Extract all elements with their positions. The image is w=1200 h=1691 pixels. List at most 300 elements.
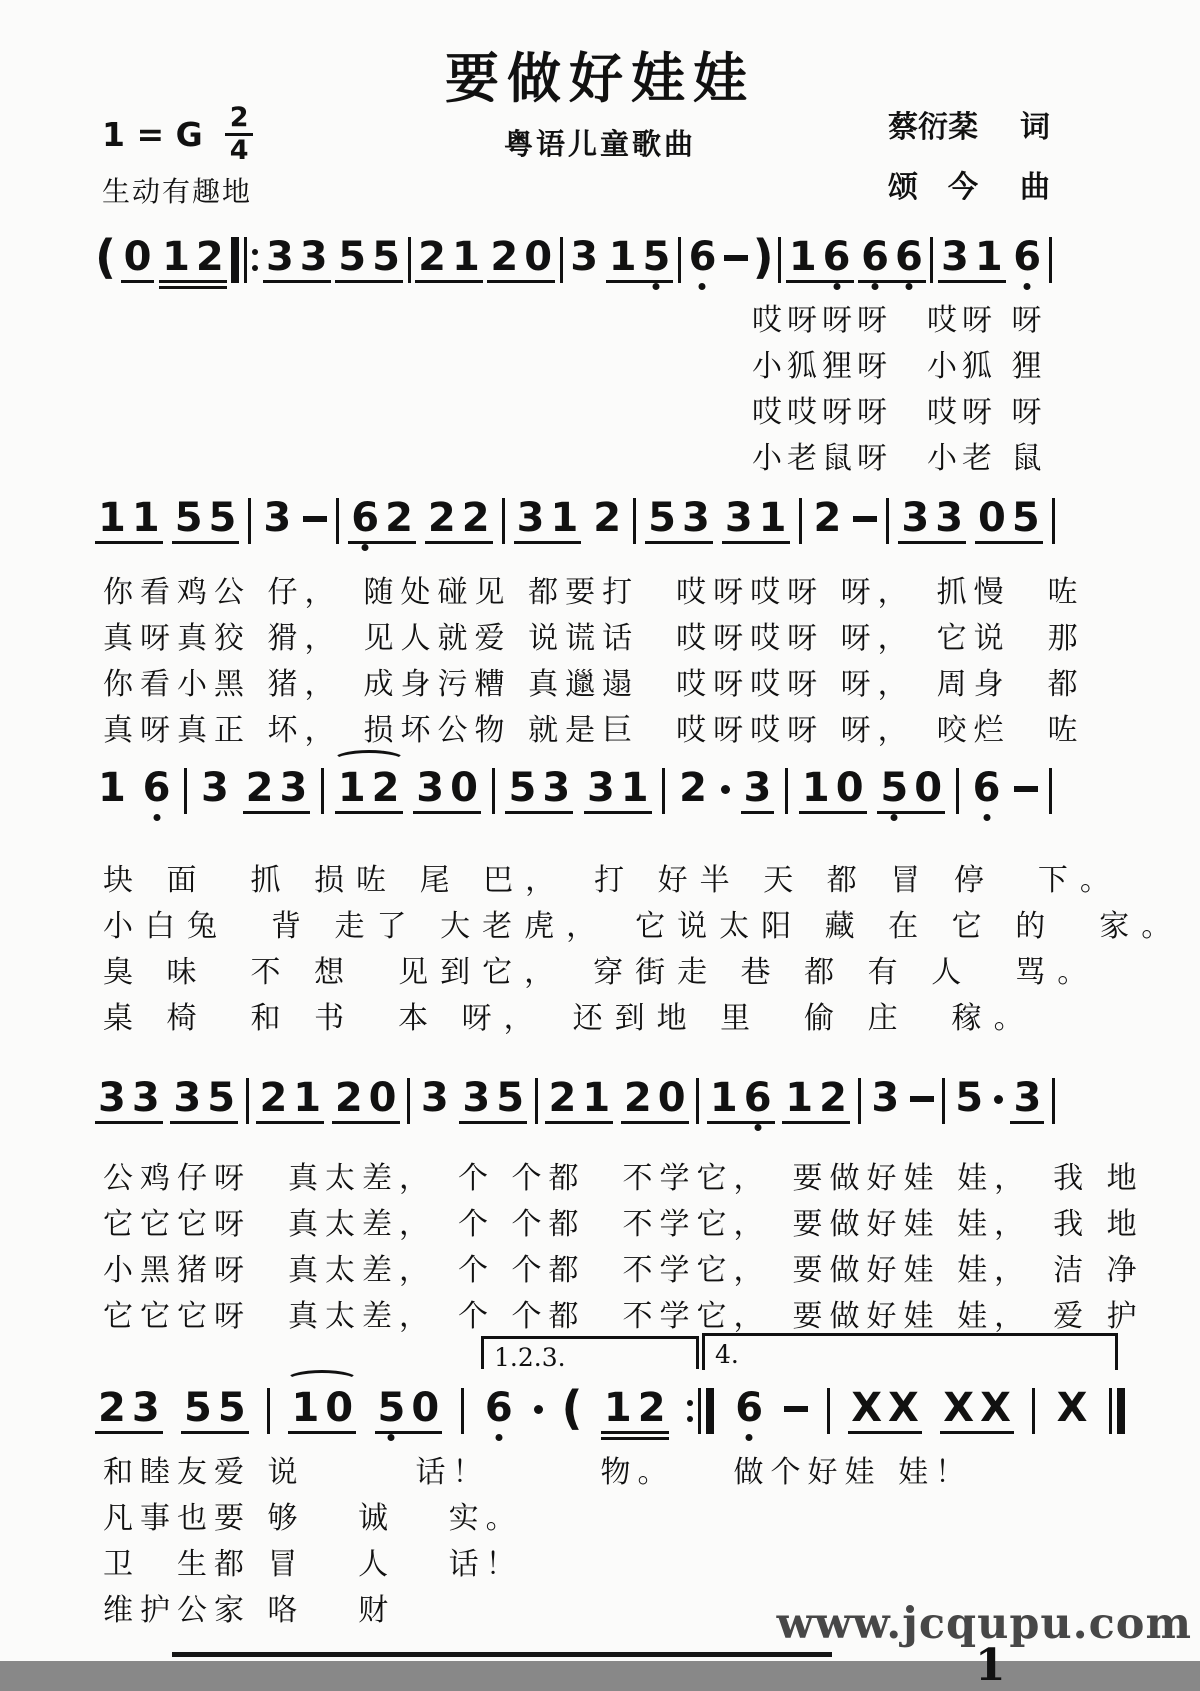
note-digit: 2	[593, 495, 622, 541]
bar-stroke	[535, 1078, 538, 1124]
note-digit: 1	[293, 1075, 322, 1121]
bar-stroke	[502, 498, 505, 544]
note-digit: 2	[637, 1385, 666, 1431]
beam-underline	[332, 1075, 400, 1124]
note-group	[584, 765, 652, 814]
note-digit: 3	[279, 765, 308, 811]
note-digit: 2	[548, 1075, 577, 1121]
octave-dot	[746, 1434, 753, 1441]
note-digit: 1	[337, 765, 366, 811]
barline	[267, 1388, 270, 1434]
note-digit: 3	[263, 495, 292, 541]
octave-dot	[388, 1434, 395, 1441]
bar-stroke	[267, 1388, 270, 1434]
time-signature	[225, 104, 254, 164]
tempo-marking: 生动有趣地	[102, 175, 253, 208]
octave-dot	[1024, 283, 1031, 290]
note-digit: 5	[1011, 495, 1040, 541]
barline	[930, 237, 933, 283]
music-text: (	[561, 1381, 583, 1435]
music-line-5	[95, 1381, 1125, 1440]
note	[811, 495, 845, 541]
note-digit: 3	[299, 234, 328, 280]
lyric-row: 小狐狸呀 小狐 狸	[752, 349, 1047, 384]
note-digit: 0	[978, 495, 1006, 541]
note-group	[95, 1385, 163, 1434]
bar-stroke	[1052, 498, 1055, 544]
barline	[407, 1078, 410, 1124]
volta-label-123: 1.2.3.	[494, 1343, 566, 1372]
beam-underline	[415, 234, 483, 283]
beam-underline	[288, 1385, 356, 1434]
note-digit: 1	[98, 495, 126, 541]
bar-stroke	[799, 498, 802, 544]
note-digit: X	[888, 1385, 919, 1431]
note-digit: 1	[451, 234, 480, 280]
note-digit: 6	[892, 237, 926, 277]
beam-underline	[848, 1385, 922, 1434]
bar-stroke	[886, 498, 889, 544]
song-subtitle: 粤语儿童歌曲	[503, 127, 696, 161]
note-group	[425, 495, 493, 544]
beam-underline	[940, 1385, 1014, 1434]
barline	[560, 237, 563, 283]
note	[952, 1075, 986, 1121]
lyrics-block-1	[752, 298, 1047, 482]
lyricist-credit	[888, 102, 1050, 146]
note-digit: X	[980, 1385, 1011, 1431]
lyric-row: 桌 椅 和 书 本 呀， 还到地 里 偷 庄 稼。	[103, 1001, 1036, 1036]
duration-dash	[784, 1406, 808, 1412]
note-group	[95, 1075, 163, 1124]
beam-underline	[425, 495, 493, 544]
note-digit: 2	[813, 495, 842, 541]
bar-stroke	[706, 1388, 714, 1434]
note	[198, 765, 232, 811]
note-digit: 3	[1013, 1075, 1042, 1121]
barline	[246, 1078, 249, 1124]
note-digit: 5	[174, 495, 203, 541]
note-group	[741, 765, 775, 814]
beam-underline	[487, 234, 555, 283]
note-digit: 6	[741, 1078, 775, 1118]
note-digit: 5	[496, 1075, 525, 1121]
bar-stroke	[696, 1078, 699, 1124]
beam-underline	[181, 1385, 249, 1434]
note-digit: 0	[657, 1075, 686, 1121]
octave-dot	[362, 544, 369, 551]
bar-stroke	[407, 1078, 410, 1124]
lyric-row: 小黑猪呀 真太差， 个 个都 不学它， 要做好娃 娃， 洁 净	[103, 1253, 1144, 1288]
note-digit: X	[1056, 1385, 1088, 1431]
barline	[696, 1078, 699, 1124]
note-group	[606, 234, 674, 283]
barline	[408, 237, 411, 283]
note-digit: 1	[785, 1075, 814, 1121]
beam-underline	[95, 495, 163, 544]
augmentation-dot	[534, 1405, 543, 1414]
note-group	[459, 1075, 527, 1124]
note-group	[375, 1385, 443, 1434]
lyric-row: 真呀真正 坏， 损坏公物 就是巨 哎呀哎呀 呀， 咬烂 咗	[103, 713, 1085, 748]
note	[590, 495, 624, 541]
lyric-row: 和睦友爱 说 话！ 物。 做个好娃 娃！	[103, 1455, 973, 1490]
note-digit: 2	[623, 1075, 652, 1121]
bar-stroke	[1117, 1388, 1125, 1434]
beam-underline	[601, 1385, 669, 1434]
lyric-row: 你看鸡公 仔， 随处碰见 都要打 哎呀哎呀 呀， 抓慢 咗	[103, 575, 1085, 610]
lyric-row: 哎哎呀呀 哎呀 呀	[752, 395, 1047, 430]
note-group	[621, 1075, 689, 1124]
barline	[1052, 1078, 1055, 1124]
note-group	[940, 1385, 1014, 1434]
note-group	[799, 765, 867, 814]
barline	[942, 1078, 945, 1124]
octave-dot	[833, 283, 840, 290]
bar-stroke	[408, 237, 411, 283]
time-signature-denominator: 4	[229, 134, 249, 166]
beam-underline	[707, 1075, 775, 1124]
beam-underline	[335, 234, 403, 283]
note-digit: 5	[184, 1385, 212, 1431]
beam-underline	[263, 234, 331, 283]
note-digit: 3	[681, 495, 710, 541]
octave-dot	[872, 283, 879, 290]
lyrics-block-3	[103, 858, 1183, 1042]
bar-stroke	[1032, 1388, 1035, 1434]
lyric-row: 凡事也要 够 诚 实。	[103, 1501, 523, 1536]
music-line-1	[95, 230, 1052, 289]
note-group	[505, 765, 573, 814]
octave-dot	[153, 814, 160, 821]
beam-underline	[722, 495, 790, 544]
note	[260, 495, 294, 541]
octave-dot	[495, 1434, 502, 1441]
barline	[1032, 1388, 1035, 1434]
music-text: (	[95, 230, 117, 284]
note-group	[121, 234, 155, 283]
note-digit: 2	[195, 234, 224, 280]
beam-underline	[606, 234, 674, 283]
barline	[502, 498, 505, 544]
note-digit: 1	[603, 1385, 632, 1431]
beam-underline	[95, 1385, 163, 1434]
note-digit: 5	[648, 495, 676, 541]
note	[140, 765, 174, 811]
note-digit: 1	[620, 765, 649, 811]
note-digit: X	[851, 1385, 883, 1431]
note-digit: 2	[98, 1385, 126, 1431]
barline	[1109, 1388, 1125, 1434]
note	[95, 765, 129, 811]
note-group	[415, 234, 483, 283]
barline	[336, 498, 339, 544]
beam-underline	[159, 234, 227, 289]
composer-name: 颂 今	[888, 170, 978, 205]
barline	[248, 498, 251, 544]
barline	[687, 1388, 714, 1434]
beam-underline	[505, 765, 573, 814]
note-digit: 0	[835, 765, 864, 811]
note-digit: 3	[901, 495, 930, 541]
note-digit: 3	[420, 1075, 449, 1121]
lyric-row: 你看小黑 猪， 成身污糟 真邋遢 哎呀哎呀 呀， 周身 都	[103, 667, 1085, 702]
note-digit: 3	[570, 234, 599, 280]
lyric-row: 小白兔 背 走了 大老虎， 它说太阳 藏 在 它 的 家。	[103, 909, 1184, 944]
music-text: )	[752, 230, 774, 284]
beam-underline	[243, 765, 311, 814]
note-group	[348, 495, 416, 544]
watermark-url: www.jcqupu.com	[776, 1599, 1192, 1649]
augmentation-dot	[994, 1095, 1003, 1104]
note-digit: 0	[411, 1385, 440, 1431]
bar-stroke	[560, 237, 563, 283]
note-group	[159, 234, 227, 289]
beam-underline	[545, 1075, 613, 1124]
note-group	[877, 765, 945, 814]
note-digit: 2	[371, 765, 400, 811]
beam-underline	[413, 765, 481, 814]
note-digit: 0	[123, 234, 152, 280]
note-digit: 1	[974, 234, 1003, 280]
barline	[1052, 498, 1055, 544]
bar-stroke	[1109, 1388, 1112, 1434]
note-digit: 2	[259, 1075, 288, 1121]
lyric-row: 公鸡仔呀 真太差， 个 个都 不学它， 要做好娃 娃， 我 地	[103, 1161, 1144, 1196]
barline	[1049, 237, 1052, 283]
note-group	[782, 1075, 850, 1124]
repeat-dots	[687, 1400, 693, 1422]
song-title: 要做好娃娃	[445, 47, 755, 110]
note-digit: 3	[265, 234, 294, 280]
note-digit: 1	[550, 495, 579, 541]
page-number: 1	[975, 1640, 1006, 1691]
barline	[778, 237, 781, 283]
octave-dot	[891, 814, 898, 821]
note-digit: 1	[801, 765, 830, 811]
note-digit: 6	[482, 1388, 516, 1428]
lyric-row: 小老鼠呀 小老 鼠	[752, 441, 1047, 476]
note	[686, 234, 720, 280]
lyric-row: 块 面 抓 损咗 尾 巴， 打 好半 天 都 冒 停 下。	[103, 863, 1122, 898]
barline	[799, 498, 802, 544]
note-group	[335, 765, 403, 814]
octave-dot	[699, 283, 706, 290]
barline	[633, 498, 636, 544]
note-digit: 2	[334, 1075, 363, 1121]
bar-stroke	[336, 498, 339, 544]
barline	[662, 768, 665, 814]
note-digit: 1	[162, 234, 190, 280]
note-digit: 3	[940, 234, 969, 280]
lyric-row: 哎呀呀呀 哎呀 呀	[752, 303, 1047, 338]
note-digit: 6	[820, 237, 854, 277]
note-digit: 2	[490, 234, 519, 280]
note-digit: 6	[686, 237, 720, 277]
note-digit: 3	[516, 495, 545, 541]
note-digit: 3	[173, 1075, 202, 1121]
lyricist-name: 蔡衍棻	[888, 110, 978, 145]
bar-stroke	[678, 237, 681, 283]
note-digit: 5	[208, 495, 237, 541]
barline	[492, 768, 495, 814]
lyric-row: 它它它呀 真太差， 个 个都 不学它， 要做好娃 娃， 爱 护	[103, 1299, 1144, 1334]
beam-underline	[741, 765, 775, 814]
note-digit: 3	[416, 765, 445, 811]
note-group	[645, 495, 713, 544]
barline	[184, 768, 187, 814]
beam-underline	[877, 765, 945, 814]
note-digit: 1	[709, 1075, 738, 1121]
note-digit: 5	[877, 768, 911, 808]
note-group	[263, 234, 331, 283]
note	[970, 765, 1004, 811]
barline	[1049, 768, 1052, 814]
note-digit: 3	[131, 1385, 160, 1431]
volta-bracket-123	[481, 1336, 699, 1372]
duration-dash	[853, 516, 877, 522]
note-digit: 2	[385, 495, 413, 541]
bar-stroke	[778, 237, 781, 283]
beam-underline	[799, 765, 867, 814]
note-digit: 5	[338, 234, 367, 280]
bar-stroke	[492, 768, 495, 814]
beam-underline	[170, 1075, 238, 1124]
lyric-row: 维护公家 咯 财	[103, 1593, 396, 1628]
volta-label-4: 4.	[715, 1340, 739, 1369]
note-group	[786, 234, 854, 283]
note-digit: 1	[98, 765, 126, 811]
bar-stroke	[231, 237, 239, 283]
note-digit: 3	[935, 495, 964, 541]
note-digit: 5	[217, 1385, 246, 1431]
barline	[461, 1388, 464, 1434]
note-digit: 6	[858, 237, 892, 277]
bar-stroke	[244, 237, 247, 283]
note-digit: 0	[325, 1385, 354, 1431]
music-line-2	[95, 495, 1055, 544]
bar-stroke	[246, 1078, 249, 1124]
barline	[886, 498, 889, 544]
note-digit: 6	[970, 768, 1004, 808]
key-signature	[102, 104, 253, 164]
bar-stroke	[956, 768, 959, 814]
bar-stroke	[858, 1078, 861, 1124]
music-line-3	[95, 765, 1052, 814]
barline	[678, 237, 681, 283]
bar-stroke	[321, 768, 324, 814]
note-digit: 5	[372, 234, 400, 280]
note-digit: 6	[348, 498, 382, 538]
note-digit: 2	[245, 765, 274, 811]
octave-dot	[905, 283, 912, 290]
beam-underline	[514, 495, 582, 544]
beam-underline	[938, 234, 1006, 283]
note	[567, 234, 601, 280]
barline	[535, 1078, 538, 1124]
note-group	[938, 234, 1006, 283]
note-group	[707, 1075, 775, 1124]
note-group	[487, 234, 555, 283]
beam-underline	[375, 1385, 443, 1434]
note	[1054, 1385, 1091, 1431]
note-group	[95, 495, 163, 544]
note-group	[181, 1385, 249, 1434]
note-digit: 1	[582, 1075, 611, 1121]
note-group	[332, 1075, 400, 1124]
note-group	[335, 234, 403, 283]
duration-dash	[1014, 786, 1038, 792]
note-digit: 3	[131, 1075, 160, 1121]
beam-underline	[645, 495, 713, 544]
beam-underline	[256, 1075, 324, 1124]
bar-stroke	[633, 498, 636, 544]
note-digit: 1	[608, 234, 637, 280]
beam-underline	[858, 234, 926, 283]
note-digit: 6	[1010, 237, 1044, 277]
note-digit: 1	[758, 495, 787, 541]
note-group	[256, 1075, 324, 1124]
lyrics-block-2	[103, 570, 1085, 754]
barline	[858, 1078, 861, 1124]
key-label: 1 = G	[102, 114, 203, 154]
note-digit: 0	[368, 1075, 397, 1121]
note-digit: 2	[819, 1075, 847, 1121]
beam-underline	[898, 495, 966, 544]
bar-stroke	[942, 1078, 945, 1124]
duration-dash	[303, 516, 327, 522]
barline	[956, 768, 959, 814]
barline	[827, 1388, 830, 1434]
bar-stroke	[698, 1388, 701, 1434]
note-digit: 5	[955, 1075, 984, 1121]
time-signature-numerator: 2	[225, 104, 254, 136]
music-line-4	[95, 1075, 1055, 1124]
beam-underline	[172, 495, 240, 544]
note-group	[288, 1385, 356, 1434]
lyric-row: 臭 味 不 想 见到它， 穿街走 巷 都 有 人 骂。	[103, 955, 1100, 990]
note-digit: 1	[131, 495, 160, 541]
duration-dash	[724, 255, 748, 261]
note-digit: 5	[207, 1075, 236, 1121]
bar-stroke	[248, 498, 251, 544]
note	[482, 1385, 516, 1431]
beam-underline	[95, 1075, 163, 1124]
note-digit: 3	[586, 765, 615, 811]
note-digit: 5	[375, 1388, 409, 1428]
note-digit: 3	[542, 765, 571, 811]
note-group	[172, 495, 240, 544]
note-group	[722, 495, 790, 544]
note-digit: 0	[450, 765, 478, 811]
note-digit: 3	[724, 495, 753, 541]
duration-dash	[910, 1096, 934, 1102]
note-digit: 2	[461, 495, 490, 541]
note-digit: X	[943, 1385, 975, 1431]
bar-stroke	[827, 1388, 830, 1434]
bar-stroke	[184, 768, 187, 814]
note-group	[170, 1075, 238, 1124]
composer-role: 曲	[1020, 170, 1050, 205]
note-digit: 6	[140, 768, 174, 808]
lyricist-role: 词	[1020, 110, 1050, 145]
note-group	[243, 765, 311, 814]
bar-stroke	[662, 768, 665, 814]
lyric-row: 它它它呀 真太差， 个 个都 不学它， 要做好娃 娃， 我 地	[103, 1207, 1144, 1242]
note-digit: 0	[914, 765, 943, 811]
note	[732, 1385, 766, 1431]
beam-underline	[601, 1385, 669, 1440]
